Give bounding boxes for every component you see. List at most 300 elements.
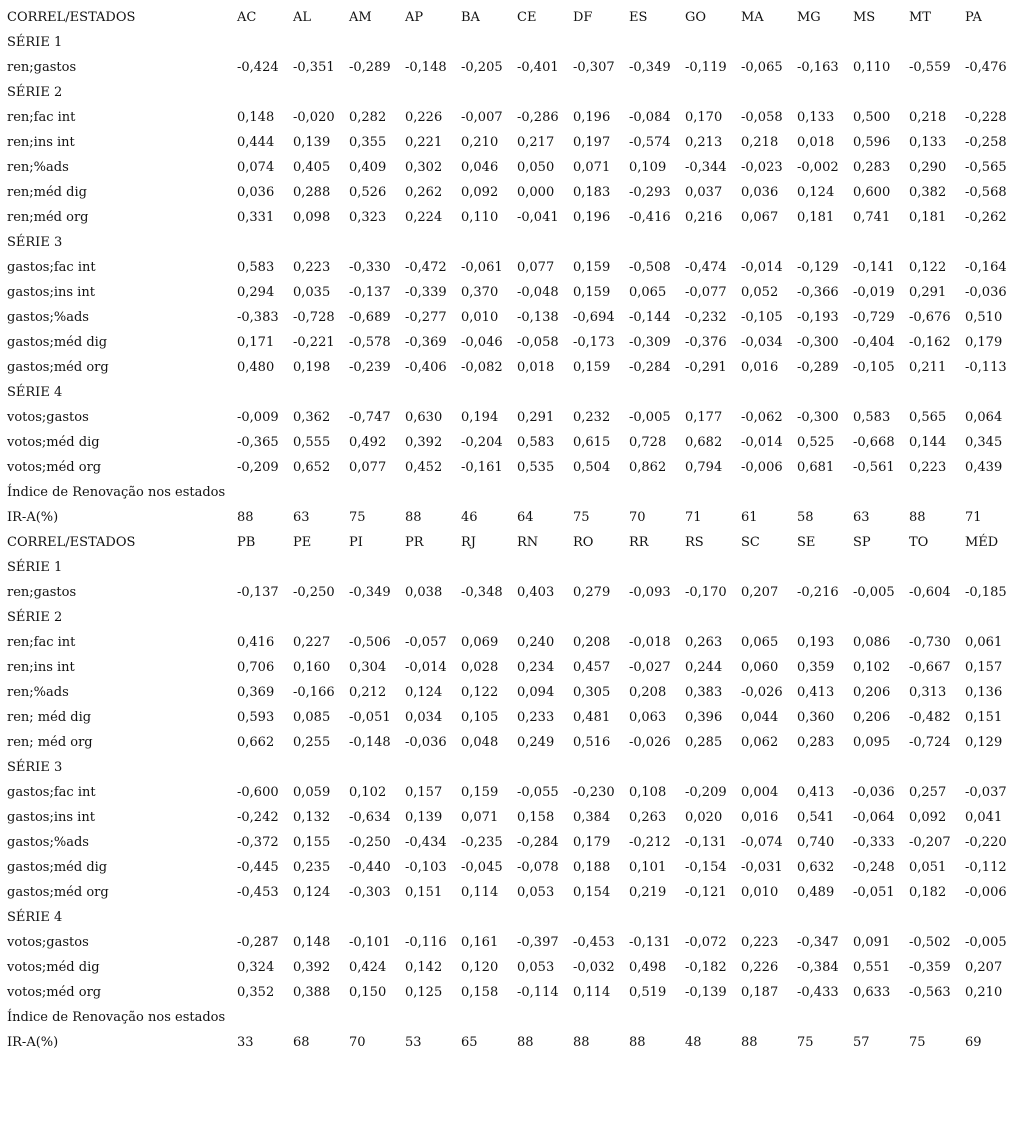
table-cell: 0,593 xyxy=(237,710,275,725)
table-cell: -0,366 xyxy=(797,285,839,300)
table-row xyxy=(0,780,1021,805)
table-cell: -0,112 xyxy=(965,860,1007,875)
table-cell: 61 xyxy=(741,510,758,525)
table-cell: -0,141 xyxy=(853,260,895,275)
row-label: votos;gastos xyxy=(7,410,89,425)
header-row xyxy=(0,530,1021,555)
table-cell: -0,170 xyxy=(685,585,727,600)
table-cell: 0,413 xyxy=(797,685,835,700)
table-cell: 0,110 xyxy=(853,60,891,75)
table-cell: -0,009 xyxy=(237,410,279,425)
table-cell: 0,210 xyxy=(965,985,1003,1000)
column-header: RO xyxy=(573,535,594,550)
table-cell: -0,014 xyxy=(405,660,447,675)
row-label: IR-A(%) xyxy=(7,510,59,525)
table-cell: -0,154 xyxy=(685,860,727,875)
table-cell: -0,228 xyxy=(965,110,1007,125)
table-cell: -0,036 xyxy=(853,785,895,800)
row-label: ren; méd dig xyxy=(7,710,92,725)
column-header: PI xyxy=(349,535,363,550)
table-cell: 0,290 xyxy=(909,160,947,175)
table-row xyxy=(0,880,1021,905)
table-cell: 71 xyxy=(685,510,702,525)
table-cell: 0,010 xyxy=(741,885,779,900)
table-cell: -0,164 xyxy=(965,260,1007,275)
table-cell: -0,209 xyxy=(685,785,727,800)
table-cell: -0,300 xyxy=(797,410,839,425)
row-label: IR-A(%) xyxy=(7,1035,59,1050)
table-cell: 0,181 xyxy=(909,210,947,225)
table-cell: 0,212 xyxy=(349,685,387,700)
table-cell: -0,148 xyxy=(349,735,391,750)
table-cell: 0,102 xyxy=(349,785,387,800)
table-cell: 0,170 xyxy=(685,110,723,125)
table-cell: 0,120 xyxy=(461,960,499,975)
table-cell: 0,403 xyxy=(517,585,555,600)
row-label: gastos;fac int xyxy=(7,260,96,275)
table-cell: -0,113 xyxy=(965,360,1007,375)
table-cell: 0,181 xyxy=(797,210,835,225)
table-cell: 75 xyxy=(349,510,366,525)
table-cell: 0,500 xyxy=(853,110,891,125)
section-title xyxy=(0,605,1021,630)
table-cell: 0,179 xyxy=(573,835,611,850)
table-cell: 0,383 xyxy=(685,685,723,700)
table-cell: -0,048 xyxy=(517,285,559,300)
table-cell: 0,240 xyxy=(517,635,555,650)
table-cell: -0,058 xyxy=(517,335,559,350)
table-cell: 0,159 xyxy=(573,285,611,300)
table-cell: 88 xyxy=(629,1035,646,1050)
table-cell: -0,051 xyxy=(349,710,391,725)
table-cell: -0,730 xyxy=(909,635,951,650)
table-cell: 0,388 xyxy=(293,985,331,1000)
table-cell: -0,694 xyxy=(573,310,615,325)
table-cell: -0,005 xyxy=(629,410,671,425)
table-cell: 0,457 xyxy=(573,660,611,675)
table-cell: 0,020 xyxy=(685,810,723,825)
table-cell: -0,565 xyxy=(965,160,1007,175)
table-cell: 0,148 xyxy=(237,110,275,125)
table-cell: 0,504 xyxy=(573,460,611,475)
table-cell: 0,091 xyxy=(853,935,891,950)
section-title xyxy=(0,905,1021,930)
table-cell: 0,059 xyxy=(293,785,331,800)
table-cell: 0,262 xyxy=(405,185,443,200)
table-cell: -0,019 xyxy=(853,285,895,300)
table-cell: -0,239 xyxy=(349,360,391,375)
table-cell: -0,014 xyxy=(741,435,783,450)
table-cell: -0,284 xyxy=(517,835,559,850)
row-label: gastos;méd dig xyxy=(7,860,108,875)
table-cell: -0,036 xyxy=(405,735,447,750)
section-label: Índice de Renovação nos estados xyxy=(7,1010,226,1025)
table-cell: -0,404 xyxy=(853,335,895,350)
table-cell: -0,026 xyxy=(741,685,783,700)
table-cell: 0,510 xyxy=(965,310,1003,325)
table-cell: -0,287 xyxy=(237,935,279,950)
table-cell: -0,036 xyxy=(965,285,1007,300)
table-row xyxy=(0,255,1021,280)
table-cell: 88 xyxy=(741,1035,758,1050)
table-cell: 0,227 xyxy=(293,635,331,650)
table-cell: 68 xyxy=(293,1035,310,1050)
table-row xyxy=(0,505,1021,530)
column-header: PA xyxy=(965,10,982,25)
table-cell: 0,352 xyxy=(237,985,275,1000)
table-cell: 0,740 xyxy=(797,835,835,850)
table-cell: 0,161 xyxy=(461,935,499,950)
table-cell: 0,155 xyxy=(293,835,331,850)
table-cell: 0,124 xyxy=(293,885,331,900)
table-cell: -0,445 xyxy=(237,860,279,875)
table-cell: 0,051 xyxy=(909,860,947,875)
table-cell: -0,232 xyxy=(685,310,727,325)
table-cell: 0,000 xyxy=(517,185,555,200)
table-cell: -0,728 xyxy=(293,310,335,325)
table-cell: -0,293 xyxy=(629,185,671,200)
table-cell: -0,173 xyxy=(573,335,615,350)
table-cell: 0,492 xyxy=(349,435,387,450)
table-cell: 88 xyxy=(573,1035,590,1050)
table-cell: -0,205 xyxy=(461,60,503,75)
table-cell: 0,182 xyxy=(909,885,947,900)
table-cell: -0,277 xyxy=(405,310,447,325)
table-cell: -0,166 xyxy=(293,685,335,700)
table-cell: -0,209 xyxy=(237,460,279,475)
table-cell: 0,159 xyxy=(573,260,611,275)
column-header: RR xyxy=(629,535,649,550)
table-row xyxy=(0,955,1021,980)
table-cell: 0,036 xyxy=(237,185,275,200)
table-cell: 0,154 xyxy=(573,885,611,900)
table-cell: -0,250 xyxy=(349,835,391,850)
table-cell: 0,224 xyxy=(405,210,443,225)
table-cell: -0,207 xyxy=(909,835,951,850)
table-cell: 0,114 xyxy=(573,985,611,1000)
table-cell: -0,057 xyxy=(405,635,447,650)
table-cell: 0,583 xyxy=(853,410,891,425)
table-row xyxy=(0,130,1021,155)
table-cell: -0,144 xyxy=(629,310,671,325)
table-cell: 0,133 xyxy=(797,110,835,125)
table-cell: 70 xyxy=(349,1035,366,1050)
table-cell: 0,283 xyxy=(853,160,891,175)
table-cell: 0,098 xyxy=(293,210,331,225)
table-cell: 0,207 xyxy=(965,960,1003,975)
table-row xyxy=(0,55,1021,80)
table-cell: 0,157 xyxy=(965,660,1003,675)
table-cell: 0,198 xyxy=(293,360,331,375)
table-cell: 0,555 xyxy=(293,435,331,450)
table-row xyxy=(0,355,1021,380)
row-label: ren;méd dig xyxy=(7,185,87,200)
table-cell: 0,226 xyxy=(741,960,779,975)
table-cell: 0,249 xyxy=(517,735,555,750)
table-cell: 0,139 xyxy=(405,810,443,825)
table-cell: 0,010 xyxy=(461,310,499,325)
column-header: MS xyxy=(853,10,876,25)
table-cell: -0,002 xyxy=(797,160,839,175)
table-cell: 0,151 xyxy=(405,885,443,900)
section-title xyxy=(0,80,1021,105)
table-cell: 48 xyxy=(685,1035,702,1050)
table-cell: -0,242 xyxy=(237,810,279,825)
table-cell: -0,600 xyxy=(237,785,279,800)
column-header: AM xyxy=(349,10,372,25)
table-row xyxy=(0,1030,1021,1055)
table-cell: 0,615 xyxy=(573,435,611,450)
table-cell: 0,085 xyxy=(293,710,331,725)
table-cell: -0,250 xyxy=(293,585,335,600)
table-cell: -0,472 xyxy=(405,260,447,275)
table-cell: 0,291 xyxy=(517,410,555,425)
table-cell: 0,480 xyxy=(237,360,275,375)
table-cell: 75 xyxy=(909,1035,926,1050)
table-cell: 0,194 xyxy=(461,410,499,425)
table-cell: -0,078 xyxy=(517,860,559,875)
column-header: GO xyxy=(685,10,707,25)
table-row xyxy=(0,630,1021,655)
table-cell: 0,498 xyxy=(629,960,667,975)
table-cell: -0,082 xyxy=(461,360,503,375)
table-cell: 0,053 xyxy=(517,885,555,900)
table-cell: 46 xyxy=(461,510,478,525)
table-cell: 0,207 xyxy=(741,585,779,600)
section-title xyxy=(0,555,1021,580)
table-cell: 0,565 xyxy=(909,410,947,425)
table-cell: 0,232 xyxy=(573,410,611,425)
table-cell: 0,439 xyxy=(965,460,1003,475)
table-cell: 0,158 xyxy=(461,985,499,1000)
table-cell: 0,016 xyxy=(741,810,779,825)
table-cell: -0,235 xyxy=(461,835,503,850)
table-cell: 0,129 xyxy=(965,735,1003,750)
table-cell: -0,137 xyxy=(237,585,279,600)
table-cell: 0,682 xyxy=(685,435,723,450)
table-cell: 0,223 xyxy=(909,460,947,475)
table-cell: -0,574 xyxy=(629,135,671,150)
section-title xyxy=(0,755,1021,780)
table-cell: 0,206 xyxy=(853,685,891,700)
table-cell: -0,369 xyxy=(405,335,447,350)
row-label: gastos;méd org xyxy=(7,360,109,375)
column-header: DF xyxy=(573,10,593,25)
table-cell: -0,074 xyxy=(741,835,783,850)
table-cell: -0,034 xyxy=(741,335,783,350)
table-cell: -0,384 xyxy=(797,960,839,975)
table-cell: -0,064 xyxy=(853,810,895,825)
table-cell: 0,159 xyxy=(461,785,499,800)
table-cell: 0,526 xyxy=(349,185,387,200)
table-cell: -0,018 xyxy=(629,635,671,650)
table-cell: 0,481 xyxy=(573,710,611,725)
table-cell: 71 xyxy=(965,510,982,525)
table-cell: -0,248 xyxy=(853,860,895,875)
table-cell: 0,535 xyxy=(517,460,555,475)
table-cell: 0,101 xyxy=(629,860,667,875)
table-cell: 0,210 xyxy=(461,135,499,150)
table-cell: -0,453 xyxy=(237,885,279,900)
section-label: SÉRIE 4 xyxy=(7,910,63,925)
table-cell: 0,362 xyxy=(293,410,331,425)
table-cell: -0,221 xyxy=(293,335,335,350)
table-cell: 75 xyxy=(573,510,590,525)
table-cell: 0,065 xyxy=(741,635,779,650)
table-cell: -0,129 xyxy=(797,260,839,275)
table-cell: -0,729 xyxy=(853,310,895,325)
table-cell: 0,360 xyxy=(797,710,835,725)
row-label: ren;gastos xyxy=(7,60,77,75)
table-cell: 0,092 xyxy=(461,185,499,200)
table-cell: 65 xyxy=(461,1035,478,1050)
table-cell: 0,632 xyxy=(797,860,835,875)
table-cell: 0,125 xyxy=(405,985,443,1000)
row-label: gastos;ins int xyxy=(7,810,95,825)
header-row xyxy=(0,5,1021,30)
table-cell: 0,355 xyxy=(349,135,387,150)
table-cell: 0,304 xyxy=(349,660,387,675)
table-cell: 0,211 xyxy=(909,360,947,375)
table-cell: -0,119 xyxy=(685,60,727,75)
table-cell: 0,206 xyxy=(853,710,891,725)
table-cell: -0,284 xyxy=(629,360,671,375)
column-header: RJ xyxy=(461,535,476,550)
table-cell: -0,668 xyxy=(853,435,895,450)
table-cell: -0,137 xyxy=(349,285,391,300)
table-cell: 0,345 xyxy=(965,435,1003,450)
table-cell: -0,072 xyxy=(685,935,727,950)
table-row xyxy=(0,205,1021,230)
table-cell: 0,035 xyxy=(293,285,331,300)
table-cell: 0,028 xyxy=(461,660,499,675)
table-cell: 0,136 xyxy=(965,685,1003,700)
table-cell: 0,036 xyxy=(741,185,779,200)
section-label: SÉRIE 3 xyxy=(7,760,63,775)
table-cell: 0,046 xyxy=(461,160,499,175)
table-cell: 0,004 xyxy=(741,785,779,800)
row-label: gastos;%ads xyxy=(7,310,89,325)
table-row xyxy=(0,405,1021,430)
table-cell: 0,516 xyxy=(573,735,611,750)
table-cell: 0,541 xyxy=(797,810,835,825)
table-cell: 0,424 xyxy=(349,960,387,975)
row-label: votos;méd dig xyxy=(7,435,100,450)
table-cell: -0,344 xyxy=(685,160,727,175)
table-cell: -0,349 xyxy=(349,585,391,600)
table-cell: 63 xyxy=(853,510,870,525)
table-cell: 0,151 xyxy=(965,710,1003,725)
table-cell: 0,183 xyxy=(573,185,611,200)
row-label: ren;méd org xyxy=(7,210,89,225)
table-cell: -0,372 xyxy=(237,835,279,850)
table-cell: 0,048 xyxy=(461,735,499,750)
table-cell: -0,289 xyxy=(349,60,391,75)
table-cell: -0,058 xyxy=(741,110,783,125)
table-cell: 0,313 xyxy=(909,685,947,700)
table-cell: 0,681 xyxy=(797,460,835,475)
table-cell: -0,041 xyxy=(517,210,559,225)
column-header: MG xyxy=(797,10,821,25)
table-cell: 0,037 xyxy=(685,185,723,200)
section-label: SÉRIE 2 xyxy=(7,85,63,100)
table-cell: 0,444 xyxy=(237,135,275,150)
table-cell: -0,020 xyxy=(293,110,335,125)
row-label: gastos;%ads xyxy=(7,835,89,850)
table-cell: 0,489 xyxy=(797,885,835,900)
table-cell: -0,502 xyxy=(909,935,951,950)
table-cell: -0,116 xyxy=(405,935,447,950)
table-block xyxy=(0,5,1021,530)
section-title xyxy=(0,230,1021,255)
table-cell: 0,384 xyxy=(573,810,611,825)
row-label: gastos;méd org xyxy=(7,885,109,900)
table-cell: 0,279 xyxy=(573,585,611,600)
table-cell: -0,032 xyxy=(573,960,615,975)
table-cell: 0,263 xyxy=(629,810,667,825)
table-cell: -0,114 xyxy=(517,985,559,1000)
table-cell: -0,007 xyxy=(461,110,503,125)
table-cell: -0,440 xyxy=(349,860,391,875)
column-header: AC xyxy=(237,10,257,25)
table-cell: -0,365 xyxy=(237,435,279,450)
table-cell: -0,506 xyxy=(349,635,391,650)
table-cell: 0,133 xyxy=(909,135,947,150)
table-cell: 0,193 xyxy=(797,635,835,650)
table-cell: -0,077 xyxy=(685,285,727,300)
table-cell: 0,108 xyxy=(629,785,667,800)
table-cell: -0,014 xyxy=(741,260,783,275)
table-cell: 0,257 xyxy=(909,785,947,800)
table-cell: 88 xyxy=(237,510,254,525)
table-cell: 0,124 xyxy=(797,185,835,200)
table-cell: 0,102 xyxy=(853,660,891,675)
table-row xyxy=(0,805,1021,830)
table-cell: 0,148 xyxy=(293,935,331,950)
column-header: PB xyxy=(237,535,256,550)
table-cell: -0,634 xyxy=(349,810,391,825)
table-cell: 0,122 xyxy=(461,685,499,700)
table-cell: -0,138 xyxy=(517,310,559,325)
table-cell: -0,453 xyxy=(573,935,615,950)
table-cell: -0,286 xyxy=(517,110,559,125)
table-cell: -0,347 xyxy=(797,935,839,950)
table-cell: 0,077 xyxy=(349,460,387,475)
table-cell: 0,208 xyxy=(629,685,667,700)
table-cell: -0,604 xyxy=(909,585,951,600)
column-header: RN xyxy=(517,535,539,550)
table-cell: 53 xyxy=(405,1035,422,1050)
table-cell: 0,413 xyxy=(797,785,835,800)
table-cell: 0,583 xyxy=(237,260,275,275)
table-cell: -0,148 xyxy=(405,60,447,75)
table-row xyxy=(0,705,1021,730)
row-label: gastos;fac int xyxy=(7,785,96,800)
table-cell: 0,150 xyxy=(349,985,387,1000)
table-cell: 0,208 xyxy=(573,635,611,650)
table-cell: 0,283 xyxy=(797,735,835,750)
table-cell: 0,218 xyxy=(909,110,947,125)
table-cell: -0,376 xyxy=(685,335,727,350)
table-cell: 70 xyxy=(629,510,646,525)
table-cell: -0,182 xyxy=(685,960,727,975)
column-header: CE xyxy=(517,10,537,25)
table-cell: -0,045 xyxy=(461,860,503,875)
table-cell: -0,005 xyxy=(853,585,895,600)
table-cell: 0,179 xyxy=(965,335,1003,350)
table-cell: 0,294 xyxy=(237,285,275,300)
table-cell: 88 xyxy=(909,510,926,525)
